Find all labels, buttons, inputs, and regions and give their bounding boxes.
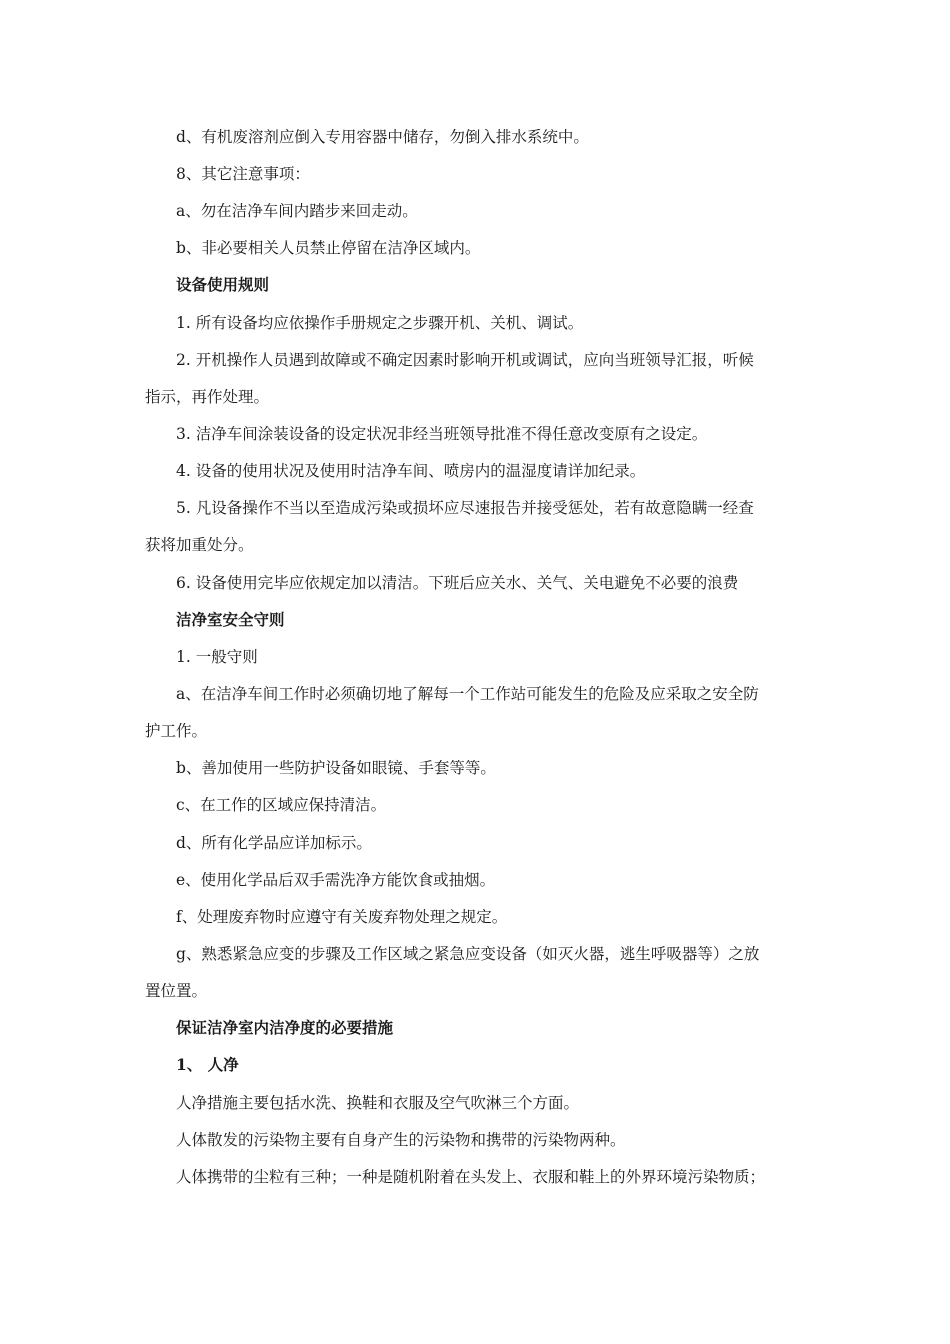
paragraph-line: 4. 设备的使用状况及使用时洁净车间、喷房内的温湿度请详加纪录。 <box>176 462 646 480</box>
paragraph-line: f、处理废弃物时应遵守有关废弃物处理之规定。 <box>176 908 508 926</box>
paragraph-line: a、在洁净车间工作时必须确切地了解每一个工作站可能发生的危险及应采取之安全防 <box>176 685 759 703</box>
paragraph-line: b、善加使用一些防护设备如眼镜、手套等等。 <box>176 759 496 777</box>
paragraph-line: e、使用化学品后双手需洗净方能饮食或抽烟。 <box>176 871 496 889</box>
paragraph-line: 1. 所有设备均应依操作手册规定之步骤开机、关机、调试。 <box>176 314 584 332</box>
paragraph-line: 置位置。 <box>145 982 208 1000</box>
paragraph-line: a、勿在洁净车间内踏步来回走动。 <box>176 202 418 220</box>
paragraph-line: d、所有化学品应详加标示。 <box>176 834 372 852</box>
paragraph-line: 护工作。 <box>145 722 208 740</box>
paragraph-line: 指示，再作处理。 <box>145 388 270 406</box>
paragraph-line: 获将加重处分。 <box>145 536 254 554</box>
paragraph-line: 6. 设备使用完毕应依规定加以清洁。下班后应关水、关气、关电避免不必要的浪费 <box>176 574 739 592</box>
paragraph-line: d、有机废溶剂应倒入专用容器中储存，勿倒入排水系统中。 <box>176 128 589 146</box>
section-heading: 保证洁净室内洁净度的必要措施 <box>176 1018 394 1037</box>
paragraph-line: b、非必要相关人员禁止停留在洁净区域内。 <box>176 239 481 257</box>
paragraph-line: 3. 洁净车间涂装设备的设定状况非经当班领导批准不得任意改变原有之设定。 <box>176 425 708 443</box>
paragraph-line: 人体携带的尘粒有三种；一种是随机附着在头发上、衣服和鞋上的外界环境污染物质； <box>176 1168 766 1186</box>
subsection-heading: 1、 人净 <box>176 1055 239 1074</box>
section-heading: 设备使用规则 <box>176 275 270 294</box>
paragraph-line: 8、其它注意事项： <box>176 165 310 183</box>
paragraph-line: 1. 一般守则 <box>176 648 258 666</box>
section-heading: 洁净室安全守则 <box>176 610 285 629</box>
paragraph-line: g、熟悉紧急应变的步骤及工作区域之紧急应变设备（如灭火器，逃生呼吸器等）之放 <box>176 945 760 963</box>
paragraph-line: c、在工作的区域应保持清洁。 <box>176 796 387 814</box>
paragraph-line: 2. 开机操作人员遇到故障或不确定因素时影响开机或调试，应向当班领导汇报，听候 <box>176 351 754 369</box>
paragraph-line: 5. 凡设备操作不当以至造成污染或损坏应尽速报告并接受惩处，若有故意隐瞒一经查 <box>176 499 754 517</box>
paragraph-line: 人体散发的污染物主要有自身产生的污染物和携带的污染物两种。 <box>176 1131 626 1149</box>
paragraph-line: 人净措施主要包括水洗、换鞋和衣服及空气吹淋三个方面。 <box>176 1094 580 1112</box>
